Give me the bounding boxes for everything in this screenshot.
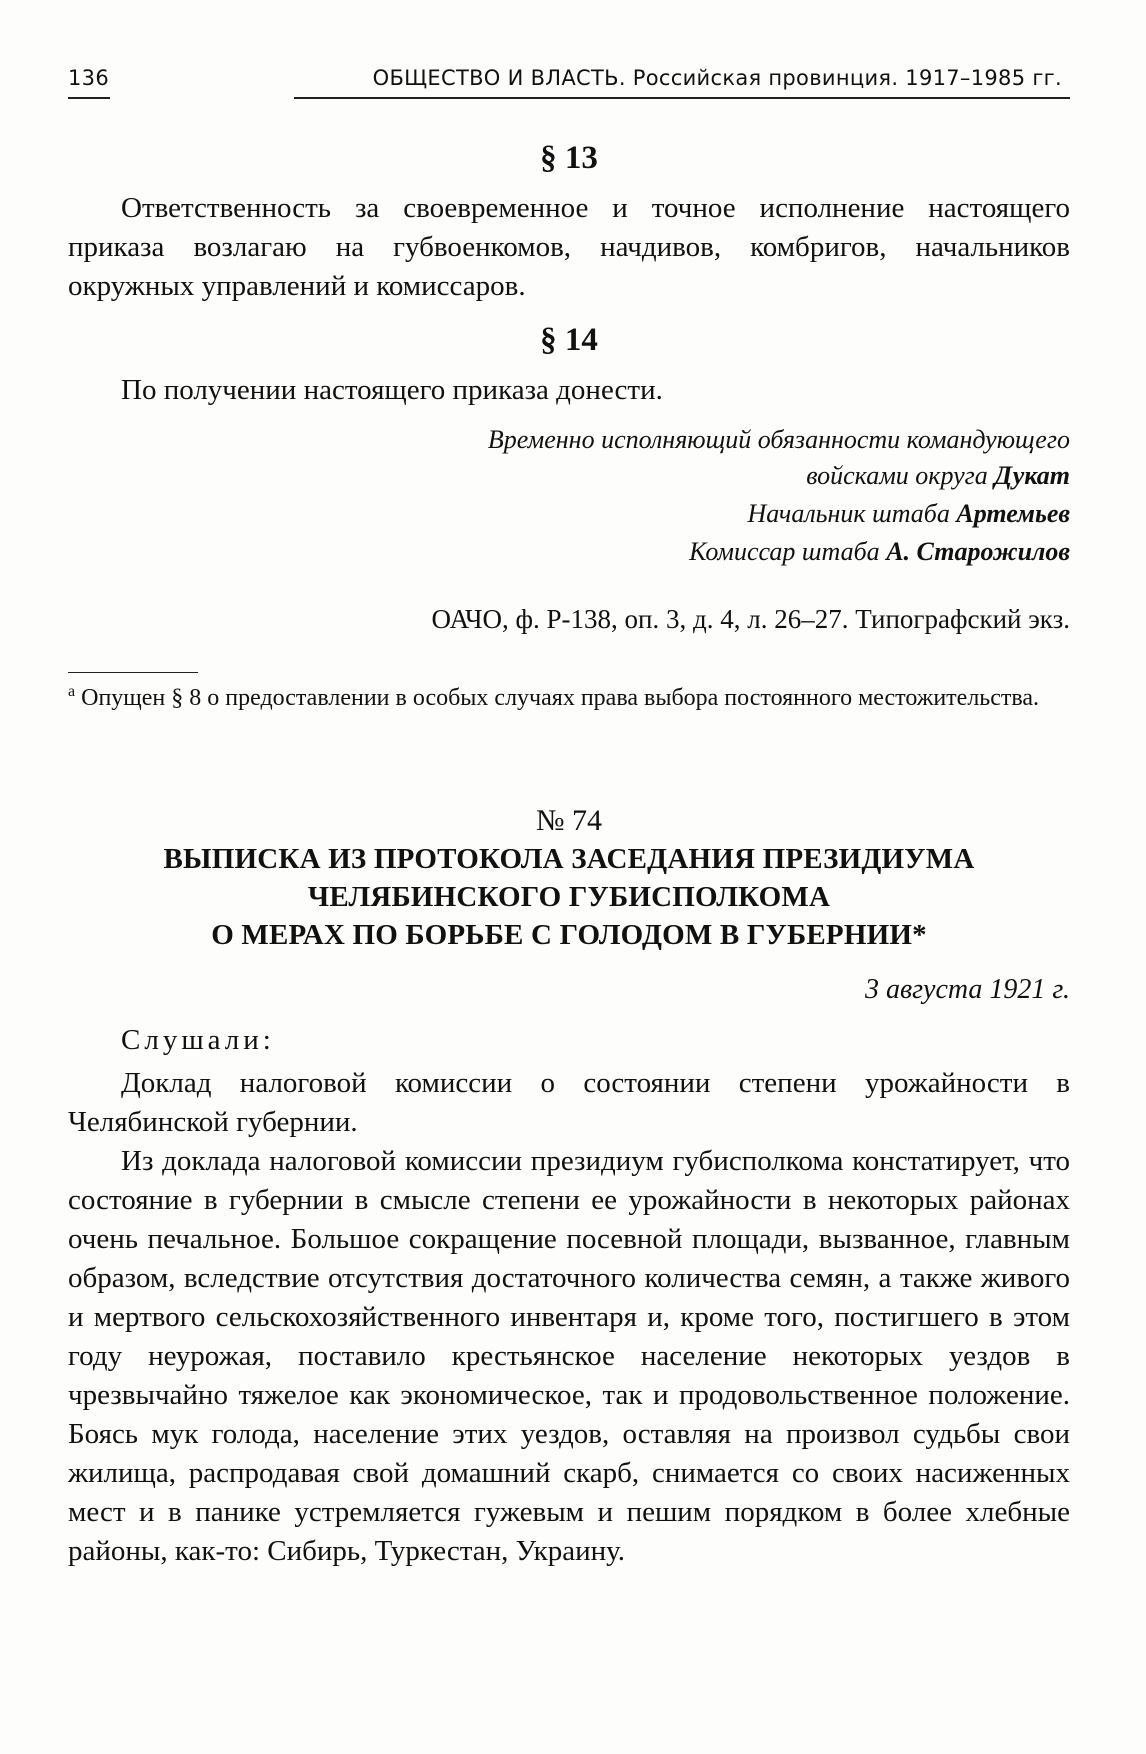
section-13-text: Ответственность за своевременное и точное исполнение настоящего приказа возлагаю на губвоенкомов, начдивов, комбригов, начальников окружных управлений и комиссаров.	[68, 192, 1070, 302]
commander-position-line2: войсками округа	[806, 461, 988, 490]
document-title-line1: ВЫПИСКА ИЗ ПРОТОКОЛА ЗАСЕДАНИЯ ПРЕЗИДИУМА	[163, 843, 975, 875]
page-number: 136	[68, 66, 109, 90]
footnote-rule	[68, 672, 198, 673]
header-rule-right	[294, 97, 1070, 99]
archive-reference: ОАЧО, ф. Р-138, оп. 3, д. 4, л. 26–27. Типографский экз.	[431, 604, 1070, 634]
running-header	[68, 64, 1070, 98]
paragraph-2: Из доклада налоговой комиссии президиум губисполкома констатирует, что состояние в губернии в смысле степени ее урожайности в некоторых районах очень печальное. Большое сокращение посевной площади, вызванное, главным образом, вследствие отсутствия достаточного количества семян, а также живого и мертвого сельскохозяйственного инвентаря и, кроме того, постигшего в этом году неурожая, поставило крестьянское население некоторых уездов в чрезвычайно тяжелое как экономическое, так и продовольственное положение. Боясь мук голода, население этих уездов, оставляя на произвол судьбы свои жилища, распродавая свой домашний скарб, снимается со своих насиженных мест и в панике устремляется гужевым и пешим порядком в более хлебные районы, как-то: Сибирь, Туркестан, Украину.	[68, 1145, 1070, 1567]
section-14-text: По получении настоящего приказа донести.	[121, 374, 663, 406]
document-title-line2: ЧЕЛЯБИНСКОГО ГУБИСПОЛКОМА	[307, 881, 831, 913]
heard-label: Слушали:	[121, 1024, 275, 1056]
book-title: ОБЩЕСТВО И ВЛАСТЬ. Российская провинция. 1917–1985 гг.	[372, 66, 1062, 90]
document-title-line3: О МЕРАХ ПО БОРЬБЕ С ГОЛОДОМ В ГУБЕРНИИ*	[211, 919, 927, 951]
section-13-heading: § 13	[540, 140, 598, 176]
document-number: № 74	[535, 804, 603, 837]
commissar-name: А. Старожилов	[886, 537, 1070, 566]
signature-chief-of-staff	[748, 496, 1071, 532]
header-rule-left	[68, 97, 110, 99]
commissar-position: Комиссар штаба	[689, 537, 880, 566]
footnote-marker: а	[68, 683, 76, 700]
paragraph-1: Доклад налоговой комиссии о состоянии степени урожайности в Челябинской губернии.	[68, 1067, 1070, 1138]
footnote	[68, 674, 1070, 716]
signature-commissar	[689, 534, 1070, 570]
chief-of-staff-position: Начальник штаба	[747, 499, 950, 528]
document-date: 3 августа 1921 г.	[864, 974, 1070, 1005]
footnote-text: Опущен § 8 о предоставлении в особых случаях права выбора постоянного местожительства.	[81, 685, 1040, 711]
commander-name: Дукат	[994, 461, 1070, 490]
signature-commander	[488, 422, 1070, 494]
chief-of-staff-name: Артемьев	[956, 499, 1070, 528]
document-title	[68, 840, 1070, 954]
commander-position-line1: Временно исполняющий обязанности командующего	[487, 425, 1070, 454]
section-14-heading: § 14	[540, 322, 598, 358]
